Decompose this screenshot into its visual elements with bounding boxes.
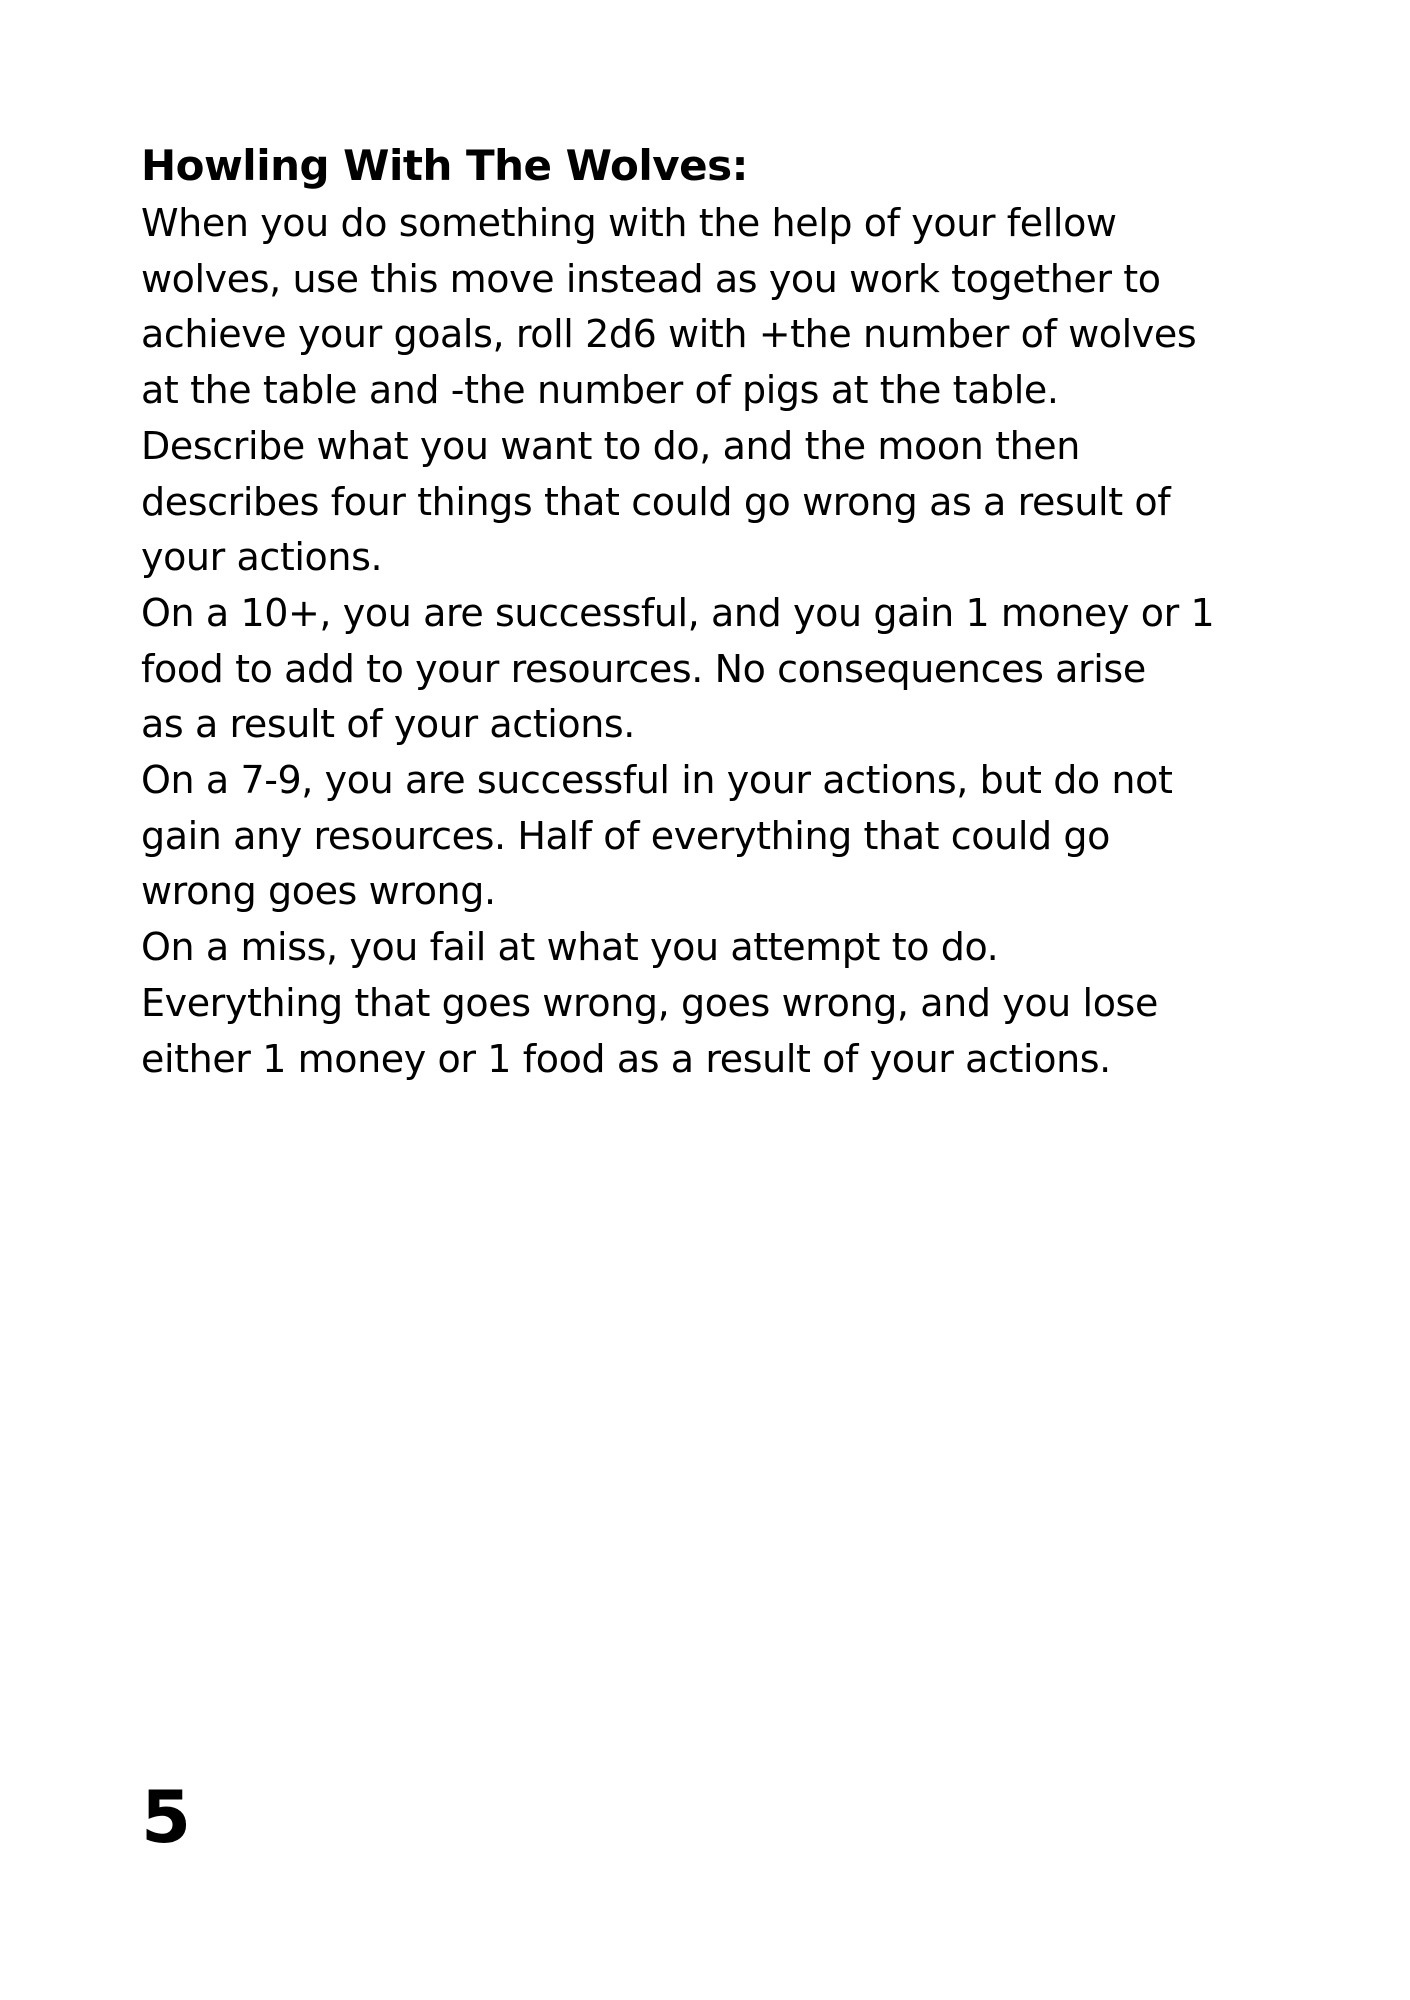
text-line: as a result of your actions. xyxy=(141,702,635,747)
move-section xyxy=(141,140,1281,1087)
text-line: achieve your goals, roll 2d6 with +the number of wolves xyxy=(141,312,1197,357)
text-line: When you do something with the help of your fellow xyxy=(141,201,1117,245)
text-line: at the table and -the number of pigs at the table. xyxy=(141,368,1059,413)
text-line: Describe what you want to do, and the moon then xyxy=(141,423,1080,468)
text-line: On a 7-9, you are successful in your actions, but do not xyxy=(141,758,1173,803)
text-line: On a 10+, you are successful, and you gain 1 money or 1 xyxy=(141,590,1215,635)
text-line: gain any resources. Half of everything that could go xyxy=(141,813,1110,858)
page-number: 5 xyxy=(141,1775,192,1859)
text-line: either 1 money or 1 food as a result of your actions. xyxy=(141,1036,1111,1081)
text-line: On a miss, you fail at what you attempt to do. xyxy=(141,925,999,970)
text-line: wolves, use this move instead as you work together to xyxy=(141,256,1161,301)
move-title: Howling With The Wolves: xyxy=(141,141,748,190)
text-line: food to add to your resources. No consequences arise xyxy=(141,646,1146,691)
text-line: Everything that goes wrong, goes wrong, and you lose xyxy=(141,980,1158,1025)
move-description xyxy=(141,196,1281,1087)
text-line: wrong goes wrong. xyxy=(141,869,496,914)
text-line: your actions. xyxy=(141,535,383,580)
text-line: describes four things that could go wrong as a result of xyxy=(141,479,1171,524)
